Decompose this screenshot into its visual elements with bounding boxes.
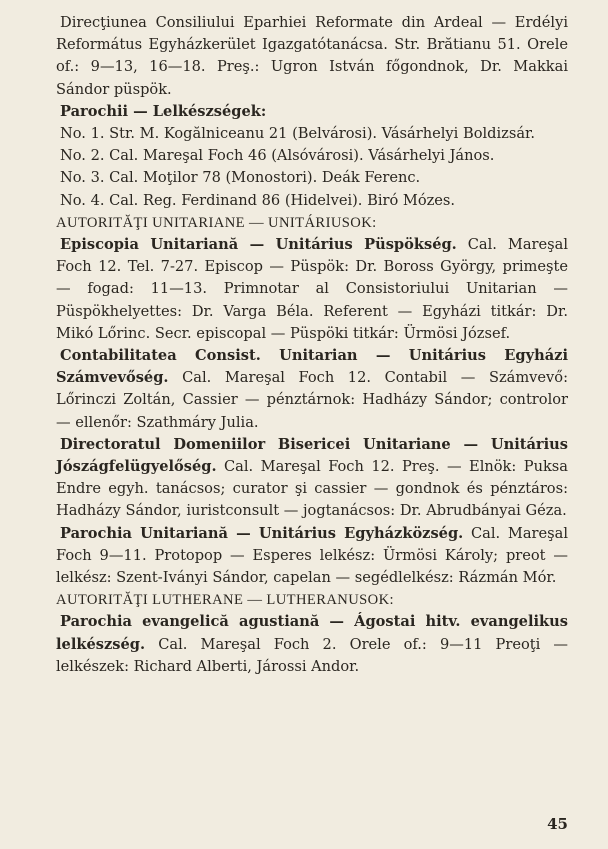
unitarian-accounting-text: Cal. Mareşal Foch 12. Contabil — Számvevő: Lőrinczi Zoltán, Cassier — pénztárnok: Hadházy Sándor; controlor — ellenőr: Szathmáry Julia. — [56, 369, 569, 431]
reformed-parish-1: No. 1. Str. M. Kogălniceanu 21 (Belvárosi). Vásárhelyi Boldizsár. — [60, 125, 536, 143]
unitarian-parish-text: Cal. Mareşal Foch 9—11. Protopop — Esperes lelkész: Ürmösi Károly; preot — lelkész: Szent-Iványi Sándor, capelan — segédlelkész: Rázmán Mór. — [56, 524, 568, 587]
reformed-parish-4: No. 4. Cal. Reg. Ferdinand 86 (Hidelvei). Biró Mózes. — [60, 191, 456, 209]
unitarian-parish-title: Parochia Unitariană — Unitárius Egyházközség. — [60, 524, 464, 542]
unitarian-bishopric-text: Cal. Mareşal Foch 12. Tel. 7-27. Episcop — Püspök: Dr. Boross György, primeşte — fogad: 11—13. Primnotar al Consistoriului Unitarian — Püspökhelyettes: Dr. Varga Béla. Referent — Egyházi titkár: Dr. Mikó Lőrinc. Secr. episcopal — Püspöki titkár: Ürmösi József. — [56, 236, 569, 342]
reformed-parish-3: No. 3. Cal. Moţilor 78 (Monostori). Deák Ferenc. — [60, 169, 421, 187]
unitarian-accounting-title: Contabilitatea Consist. Unitarian — Unitárius Egyházi Számvevőség. — [56, 347, 568, 387]
reformed-directorate-paragraph: Direcţiunea Consiliului Eparhiei Reformate din Ardeal — Erdélyi Református Egyházkerület Igazgatótanácsa. Str. Brătianu 51. Orele of.: 9—13, 16—18. Preş.: Ugron István főgondnok, Dr. Makkai Sándor püspök. — [56, 14, 568, 98]
unitarian-accounting-paragraph — [56, 345, 568, 434]
reformed-parishes-heading: Parochii — Lelkészségek: — [60, 102, 267, 120]
unitarian-bishopric-title: Episcopia Unitariană — Unitárius Püspökség. — [60, 236, 457, 254]
unitarian-parish-paragraph — [56, 523, 568, 590]
lutheran-parish-text: Cal. Mareşal Foch 2. Orele of.: 9—11 Preoţi — lelkészek: Richard Alberti, Járossi Andor. — [56, 635, 569, 675]
page-number: 45 — [547, 815, 568, 833]
unitarian-domains-title: Directoratul Domeniilor Bisericei Unitariane — Unitárius Jószágfelügyelőség. — [56, 435, 568, 476]
unitarian-section-heading: AUTORITĂŢI UNITARIANE — UNITÁRIUSOK: — [56, 214, 377, 231]
lutheran-parish-paragraph — [56, 611, 568, 678]
unitarian-domains-paragraph — [56, 434, 568, 523]
lutheran-section-heading: AUTORITĂŢI LUTHERANE — LUTHERANUSOK: — [56, 592, 394, 609]
unitarian-bishopric-paragraph — [56, 234, 568, 345]
lutheran-parish-title: Parochia evangelică agustiană — Ágostai hitv. evangelikus lelkészség. — [56, 613, 568, 653]
unitarian-domains-text: Cal. Mareşal Foch 12. Preş. — Elnök: Puksa Endre egyh. tanácsos; curator şi cassier — gondnok és pénztáros: Hadházy Sándor, iuristconsult — jogtanácsos: Dr. Abrudbányai Géza. — [56, 458, 569, 520]
reformed-parish-2: No. 2. Cal. Mareşal Foch 46 (Alsóvárosi). Vásárhelyi János. — [60, 147, 495, 165]
